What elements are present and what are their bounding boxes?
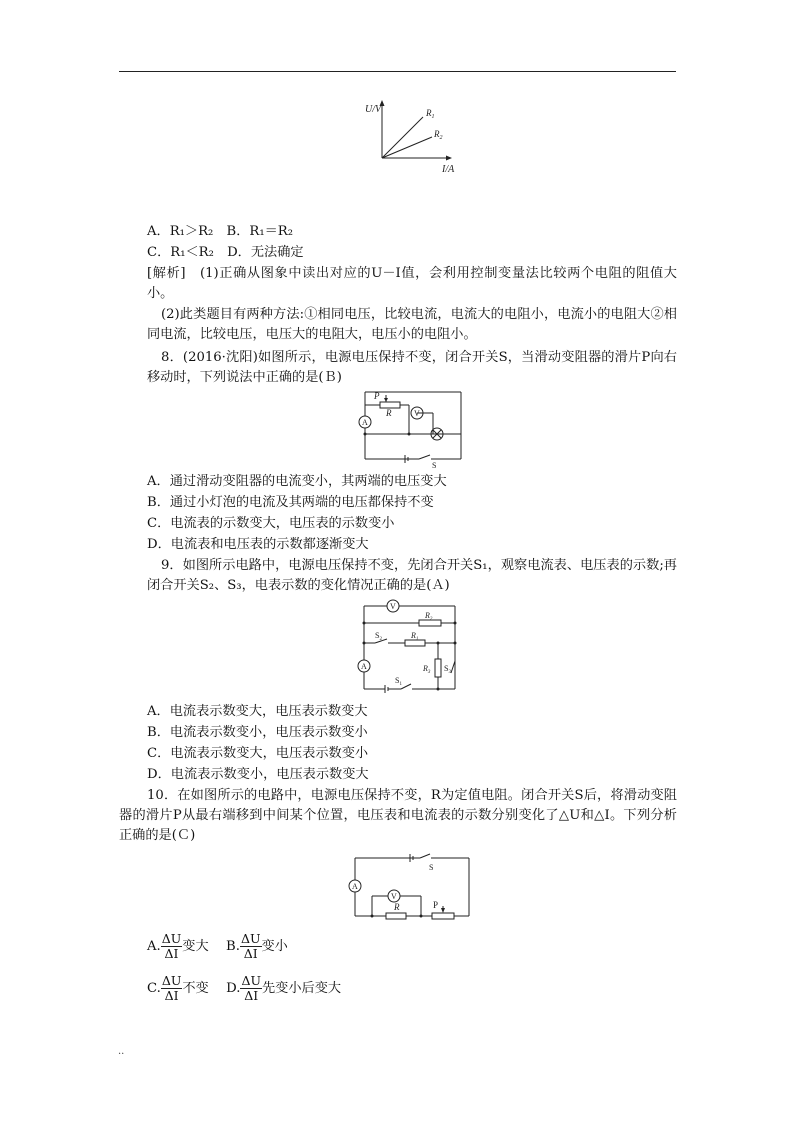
q10-fraction-c [161,974,183,1003]
q8-option-d: D．电流表和电压表的示数都逐渐变大 [147,537,369,552]
q10-stem: 10．在如图所示的电路中，电源电压保持不变，R为定值电阻。闭合开关S后，将滑动变阻器的滑片P从最右端移到中间某个位置，电压表和电流表的示数分别变化了△U和△I。下列分析正确的是(Ｃ) [119,788,677,843]
q8-voltmeter-label: V [414,409,420,418]
q7-analysis-2: (2)此类题目有两种方法:①相同电压，比较电流，电流大的电阻小，电流小的电阻大②相同电流，比较电压，电压大的电阻大，电压小的电阻小。 [147,307,677,342]
fraction-denominator: ΔI [164,946,179,961]
q9-s2-label: $S_2$ [375,631,382,642]
q9-option-a: A．电流表示数变大，电压表示数变大 [147,704,368,719]
q9-r2-label: $R_2$ [425,611,433,622]
q9-voltmeter-label: V [390,602,396,611]
q10-option-d-letter: D. [226,981,241,996]
q10-option-b-text: 变小 [261,939,288,954]
q10-option-a-text: 变大 [182,939,209,954]
q9-r3-label: $R_3$ [423,664,431,675]
fraction-numerator: ΔU [161,973,182,988]
q8-ammeter-label: A [362,418,368,427]
q9-option-d: D．电流表示数变小，电压表示数变大 [147,767,369,782]
q10-option-c-text: 不变 [182,981,209,996]
fraction-denominator: ΔI [243,946,258,961]
footer-dots: .. [118,1046,125,1057]
q8-stem: 8．(2016·沈阳)如图所示，电源电压保持不变，闭合开关S，当滑动变阻器的滑片P向右移动时，下列说法中正确的是(Ｂ) [147,350,677,385]
q8-r-label: R [386,408,392,418]
q9-s3-label: $S_3$ [444,664,451,675]
q10-option-c-letter: C. [147,981,161,996]
q10-p-label: P [433,900,439,910]
q10-ammeter-label: A [352,882,358,891]
q10-fraction-d [240,974,262,1003]
q8-p-label: P [374,391,380,401]
header-rule [119,71,676,72]
q7-options-cd: C．R₁＜R₂ D．无法确定 [147,245,304,260]
q10-fraction-a [161,932,183,961]
q9-option-b: B．电流表示数变小，电压表示数变小 [147,725,368,740]
q9-r1-label: $R_1$ [411,631,419,642]
fraction-numerator: ΔU [241,973,261,988]
graph-r2-label: $R_2$ [434,129,443,141]
fraction-numerator: ΔU [161,931,182,946]
q7-options-ab: A．R₁＞R₂ B．R₁＝R₂ [147,224,294,239]
q9-circuit-diagram [355,599,465,695]
q10-circuit-diagram [346,852,472,924]
q9-s1-label: $S_1$ [395,676,402,687]
q9-ammeter-label: A [361,662,367,671]
q8-circuit-diagram [353,389,465,470]
fraction-numerator: ΔU [240,931,261,946]
q8-option-a: A．通过滑动变阻器的电流变小，其两端的电压变大 [147,474,447,489]
q10-r-label: R [394,902,400,912]
q10-fraction-b [240,932,262,961]
q10-voltmeter-label: V [391,892,397,901]
graph-r1-label: $R_1$ [426,108,435,120]
q8-option-b: B．通过小灯泡的电流及其两端的电压都保持不变 [147,495,434,510]
fraction-denominator: ΔI [244,988,259,1003]
fraction-denominator: ΔI [164,988,179,1003]
q10-options-ab [147,932,288,961]
q10-switch-label: S [429,863,434,872]
q9-option-c: C．电流表示数变大，电压表示数变小 [147,746,369,761]
q9-stem: 9．如图所示电路中，电源电压保持不变，先闭合开关S₁，观察电流表、电压表的示数;再闭合开关S₂、S₃，电表示数的变化情况正确的是(Ａ) [147,558,677,593]
q8-switch-label: S [432,461,437,470]
q10-options-cd [147,974,341,1003]
graph-y-label: U/V [365,104,382,115]
q10-option-b-letter: B. [226,939,240,954]
q8-option-c: C．电流表的示数变大，电压表的示数变小 [147,516,395,531]
q10-option-d-text: 先变小后变大 [262,981,342,996]
graph-x-label: I/A [442,164,455,175]
q10-option-a-letter: A. [147,939,161,954]
q7-analysis-1: [解析] (1)正确从图象中读出对应的U－I值，会利用控制变量法比较两个电阻的阻值大小。 [147,266,677,301]
q7-ui-graph [360,100,470,175]
